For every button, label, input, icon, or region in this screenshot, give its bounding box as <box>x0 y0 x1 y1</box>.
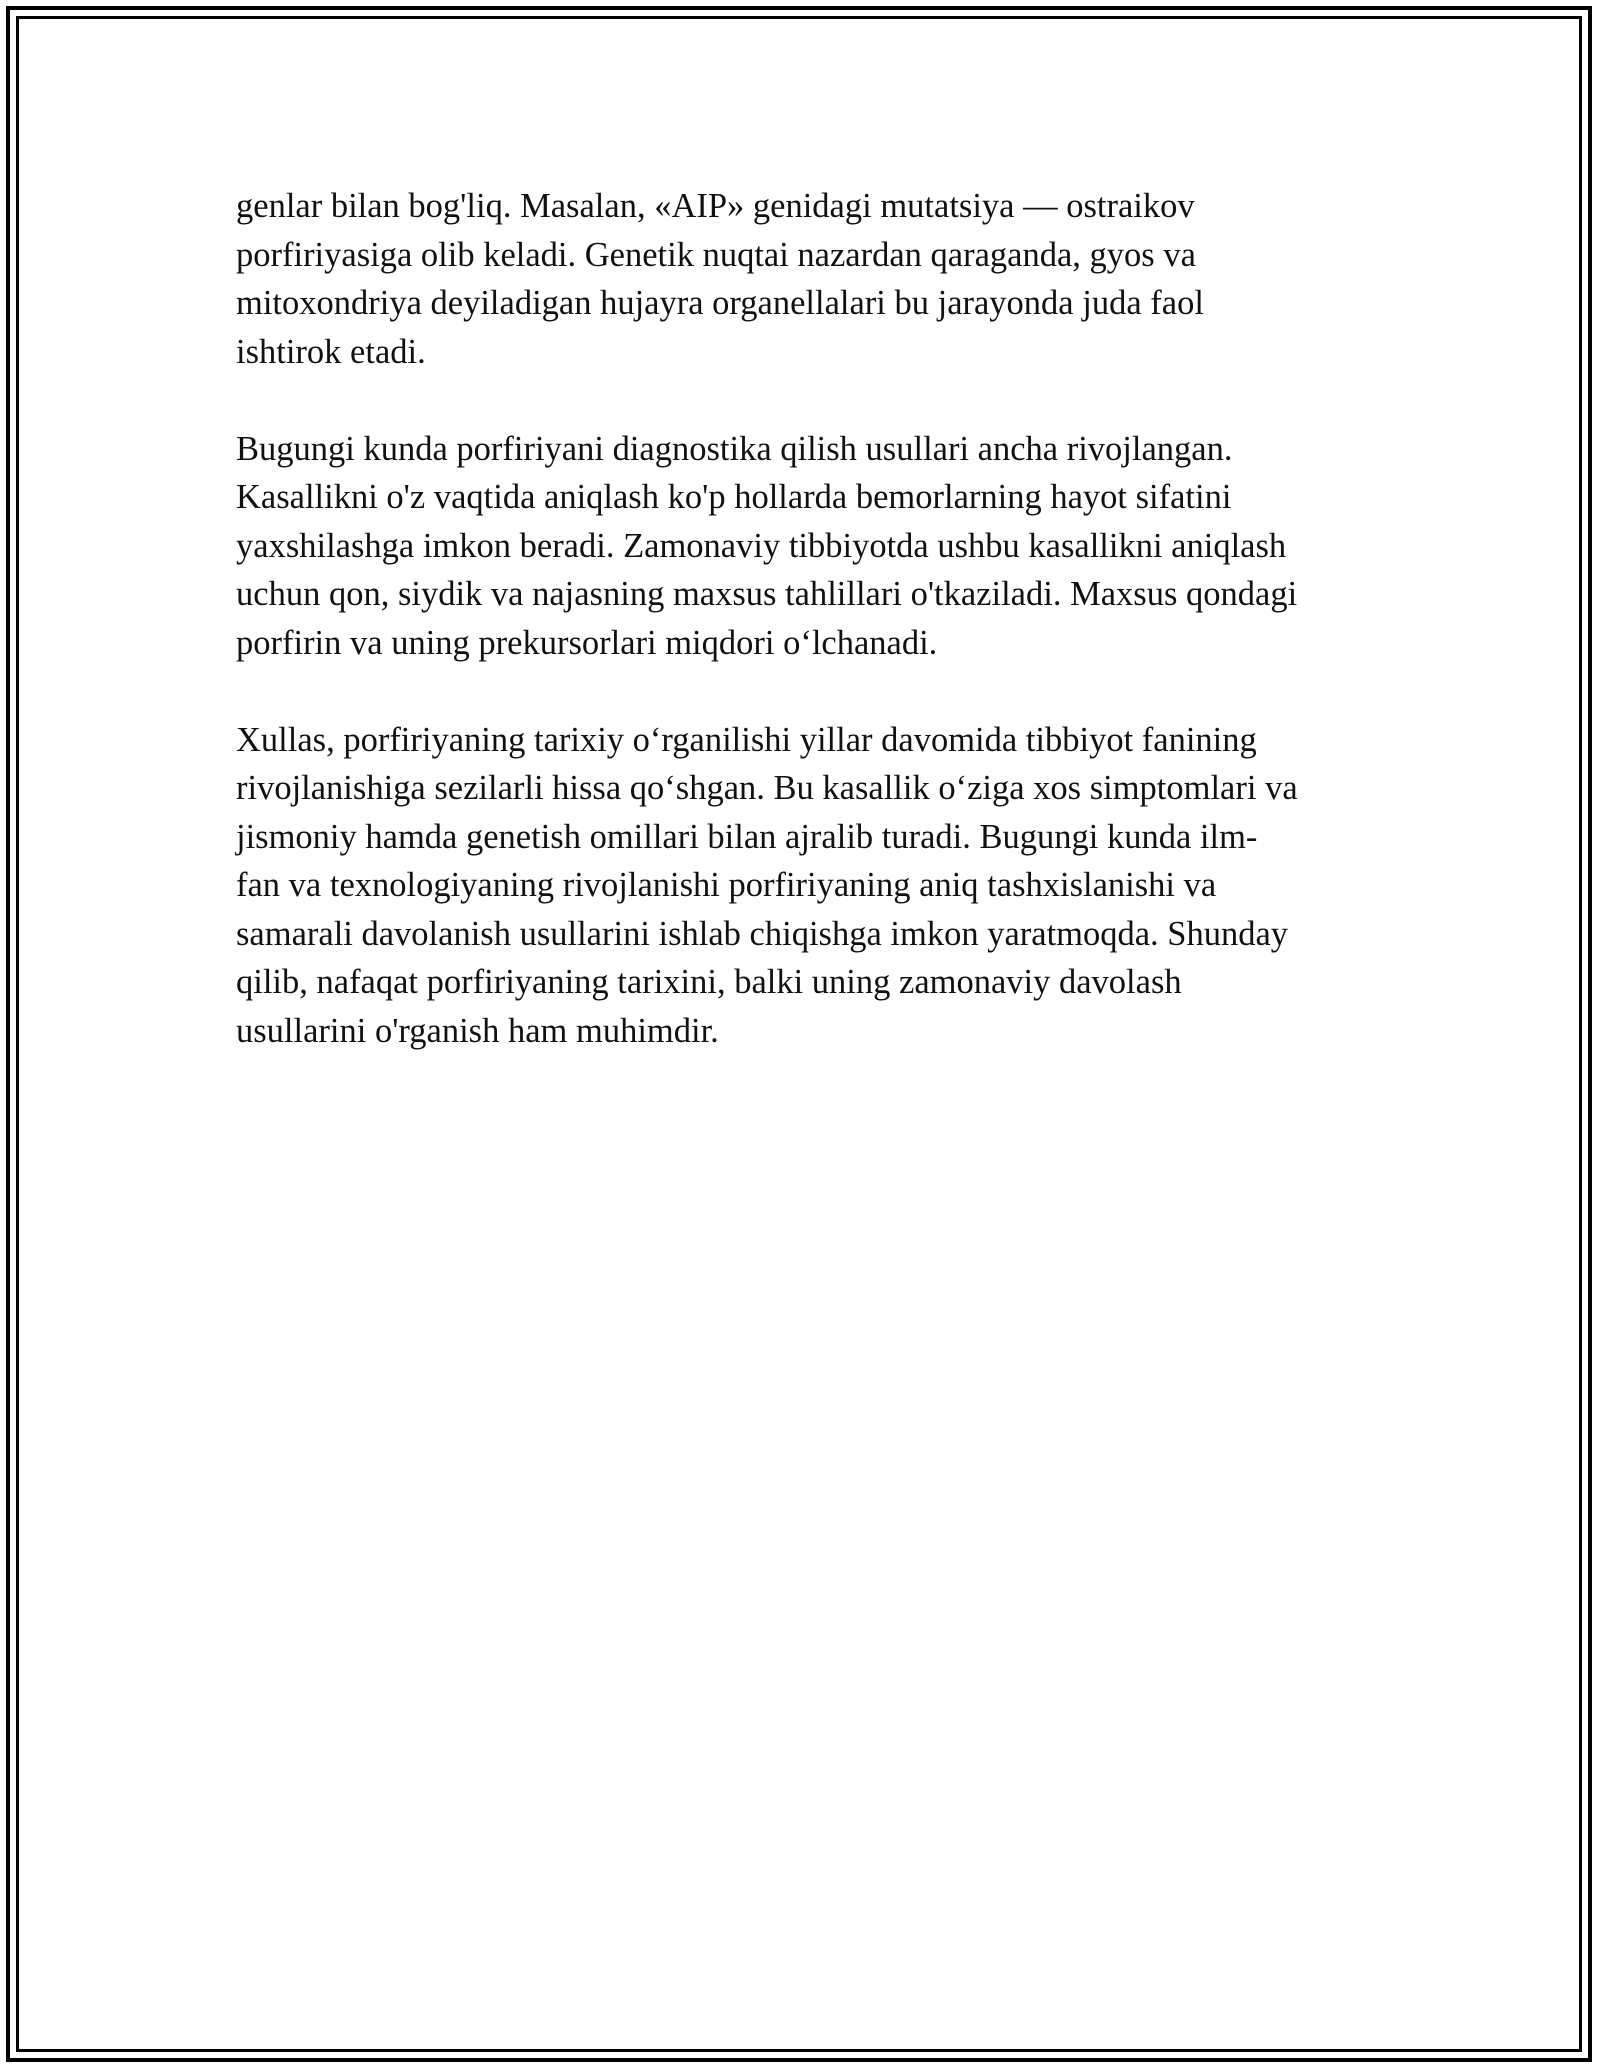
text-line: yaxshilashga imkon beradi. Zamonaviy tibbiyotda ushbu kasallikni aniqlash <box>236 526 1287 565</box>
text-line: qilib, nafaqat porfiriyaning tarixini, balki uning zamonaviy davolash <box>236 963 1182 1001</box>
text-line: usullarini o'rganish ham muhimdir. <box>236 1011 719 1050</box>
text-line: samarali davolanish usullarini ishlab chiqishga imkon yaratmoqda. Shunday <box>236 914 1289 953</box>
text-line: mitoxondriya deyiladigan hujayra organellalari bu jarayonda juda faol <box>236 284 1204 322</box>
text-line: Kasallikni o'z vaqtida aniqlash ko'p hollarda bemorlarning hayot sifatini <box>236 478 1232 516</box>
text-line: ishtirok etadi. <box>236 332 426 371</box>
text-line: rivojlanishiga sezilarli hissa qo‘shgan. Bu kasallik o‘ziga xos simptomlari va <box>236 769 1298 807</box>
text-line: Bugungi kunda porfiriyani diagnostika qilish usullari ancha rivojlangan. <box>236 429 1233 468</box>
text-line: fan va texnologiyaning rivojlanishi porfiriyaning aniq tashxislanishi va <box>236 866 1217 904</box>
text-line: genlar bilan bog'liq. Masalan, «AIP» genidagi mutatsiya — ostraikov <box>236 187 1195 225</box>
paragraph-3 <box>236 716 1386 1056</box>
text-line: jismoniy hamda genetish omillari bilan ajralib turadi. Bugungi kunda ilm- <box>236 817 1258 856</box>
paragraph-1 <box>236 182 1386 376</box>
text-line: uchun qon, siydik va najasning maxsus tahlillari o'tkaziladi. Maxsus qondagi <box>236 575 1298 613</box>
document-body <box>236 182 1386 1104</box>
text-line: porfiriyasiga olib keladi. Genetik nuqtai nazardan qaraganda, gyos va <box>236 235 1196 274</box>
paragraph-2 <box>236 425 1386 668</box>
text-line: porfirin va uning prekursorlari miqdori o‘lchanadi. <box>236 623 938 662</box>
text-line: Xullas, porfiriyaning tarixiy o‘rganilishi yillar davomida tibbiyot fanining <box>236 720 1257 759</box>
